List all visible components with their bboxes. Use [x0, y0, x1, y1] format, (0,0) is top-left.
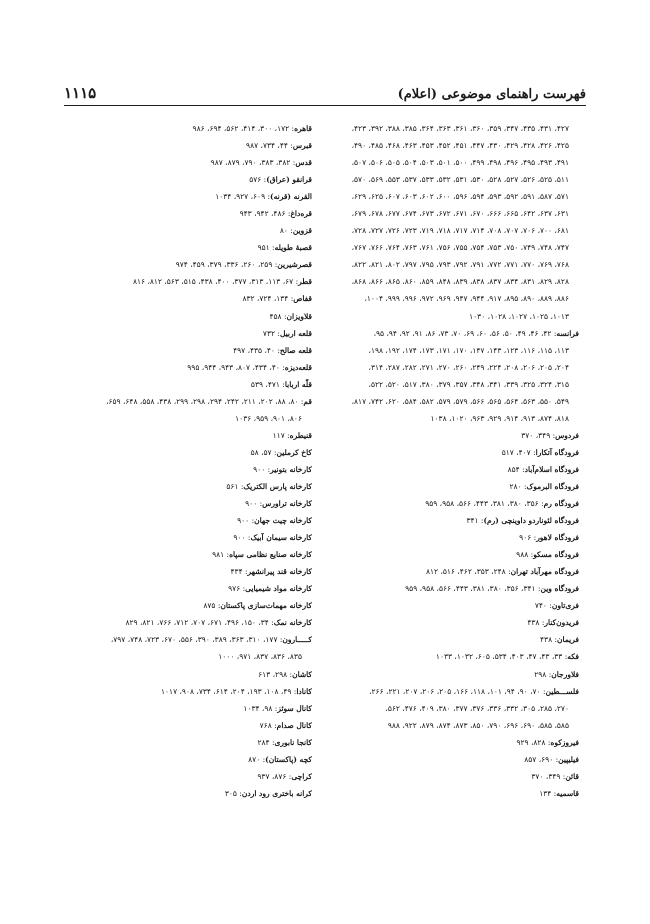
index-entry [329, 785, 579, 802]
running-title: فهرست راهنمای موضوعی (اعلام) [397, 87, 586, 102]
index-page-refs: : ۴۵۸ [269, 311, 287, 321]
index-term: کانال سوئز [277, 703, 312, 713]
index-entry [329, 768, 579, 785]
index-page-refs: : ۷۳۲ [262, 328, 280, 338]
index-term: کـــــارون [282, 635, 312, 645]
index-entry [65, 597, 312, 614]
index-entry [65, 768, 312, 785]
index-term: قلعه‌دیزه [284, 362, 312, 372]
index-term: کارخانه چیت جهان [254, 516, 312, 526]
index-term: قاسمیه [556, 788, 579, 798]
index-term: فرودگاه مهرآباد تهران [510, 567, 579, 577]
index-entry [65, 273, 312, 290]
index-term: قائن [565, 771, 579, 781]
index-term: کارخانه قند پیرانشهر [247, 567, 312, 577]
index-entry [329, 393, 579, 410]
index-term: فلاورجان [551, 669, 579, 679]
index-page-refs: : ۶۷، ۱۱۳، ۳۱۳، ۳۷۷، ۴۰۰، ۴۳۸، ۵۱۵، ۵۶۳، ۸۱۲، ۸۱۶ [132, 277, 299, 287]
index-page-refs: : ۶۹۰، ۸۵۷ [524, 754, 559, 764]
index-term: قلّه اربابا [284, 379, 312, 389]
index-page-refs: ۵۷۱، ۵۸۷، ۵۹۱، ۵۹۲، ۵۹۳، ۵۹۴، ۵۹۶، ۶۰۰، ۶۰۲، ۶۰۳، ۶۰۷، ۶۲۵، ۶۲۹، [351, 192, 569, 202]
index-page-refs: : ۳۸۲، ۳۸۳، ۷۹۰، ۸۷۹، ۹۸۷ [210, 158, 296, 168]
index-entry [65, 325, 312, 342]
index-term: فرودگاه مسکو [533, 550, 579, 560]
index-entry [65, 751, 312, 768]
index-entry [329, 546, 579, 563]
index-page-refs: : ۴۹، ۱۰۸، ۱۹۳، ۲۰۴، ۶۱۴، ۷۳۴، ۹۰۸، ۱۰۱۷ [160, 686, 297, 696]
index-term: فرودگاه البرموک [526, 481, 579, 491]
index-entry [329, 154, 579, 171]
index-term: فری‌تاون [551, 601, 579, 611]
index-page-refs: : ۸۷۵ [203, 601, 221, 611]
index-entry [329, 222, 579, 239]
index-page-refs: : ۴۷۱، ۵۳۹ [250, 379, 285, 389]
index-entry [329, 512, 579, 529]
index-entry [65, 308, 312, 325]
index-term: کانجا نابوری [274, 737, 312, 747]
index-term: فکه [567, 652, 579, 662]
index-page-refs: ۳۱۵، ۳۲۴، ۳۲۵، ۳۳۹، ۳۴۱، ۳۴۸، ۳۵۷، ۳۷۹، ۳۸۰، ۵۱۷، ۵۲۰، ۵۲۲، [368, 379, 569, 389]
index-page-refs: : ۳۴۱ [466, 516, 484, 526]
index-page-refs: : ۳۴۱، ۳۵۶، ۳۸۰، ۳۸۱، ۴۴۳، ۵۶۶، ۹۵۸، ۹۵۹ [405, 584, 541, 594]
index-page-refs: : ۴۲، ۴۶، ۴۹، ۵۰، ۵۶، ۶۰، ۶۹، ۷۰، ۷۳، ۸۶، ۹۱، ۹۲، ۹۴، ۹۵، [373, 328, 557, 338]
index-entry [329, 444, 579, 461]
index-term: قصرشیرین [277, 260, 312, 270]
index-page-refs: : ۹۸۸ [516, 550, 534, 560]
index-page-refs: : ۹۵۱ [257, 243, 275, 253]
index-entry [65, 444, 312, 461]
index-term: قرانقو (عراق) [266, 175, 312, 185]
index-term: کاخ کرملین [276, 447, 312, 457]
index-term: کانادا [296, 686, 312, 696]
index-term: فرودگاه لاهور [536, 533, 579, 543]
index-entry [329, 529, 579, 546]
index-page-refs: : ۷۰، ۹۰، ۹۴، ۱۰۱، ۱۱۸، ۱۶۶، ۲۰۵، ۲۰۶، ۲۰۷، ۲۲۱، ۲۶۶، [369, 686, 546, 696]
index-term: القرنه (قرنه) [270, 192, 312, 202]
index-entry [329, 359, 579, 376]
index-page-refs: ۴۲۵، ۴۲۶، ۴۲۸، ۴۲۹، ۴۳۰، ۴۴۷، ۴۵۱، ۴۵۲، ۴۵۳، ۴۶۳، ۴۶۸، ۴۸۵، ۴۹۰، [351, 141, 569, 151]
index-entry [329, 734, 579, 751]
index-page-refs: : ۴۸۶، ۹۴۲، ۹۴۳ [239, 209, 291, 219]
index-page-refs: ۶۳۱، ۶۳۷، ۶۴۲، ۶۶۵، ۶۶۶، ۶۷۰، ۶۷۱، ۶۷۲، ۶۷۳، ۶۷۴، ۶۷۷، ۶۷۸، ۶۷۹، [351, 209, 569, 219]
index-entry [329, 563, 579, 580]
index-entry [329, 376, 579, 393]
index-page-refs: : ۲۹۸، ۶۱۳ [258, 669, 293, 679]
index-entry [65, 734, 312, 751]
index-entry [65, 461, 312, 478]
index-term: کارخانه صنایع نظامی سپاه [229, 550, 312, 560]
index-entry [65, 410, 312, 427]
index-term: فرودگاه رم [543, 499, 579, 509]
index-term: فرانسه [556, 328, 579, 338]
index-page-refs: : ۴۳۸ [527, 618, 545, 628]
index-term: کچه (پاکستان) [265, 754, 312, 764]
index-entry [329, 580, 579, 597]
index-term: کرانه باختری رود اردن [241, 788, 312, 798]
index-page-refs: : ۴۳۴ [230, 567, 248, 577]
index-term: قبرس [292, 141, 312, 151]
index-entry [65, 512, 312, 529]
index-page-refs: : ۶۰۹، ۹۲۷، ۱۰۳۴ [215, 192, 271, 202]
index-term: فرودگاه آتکارا [535, 447, 579, 457]
index-term: قفاص [293, 294, 312, 304]
index-term: فرودگاه وین [540, 584, 579, 594]
index-term: قصبهٔ طویله [274, 243, 312, 253]
index-page-refs: : ۳۴۹، ۳۷۰ [521, 430, 556, 440]
index-entry [329, 683, 579, 700]
index-entry [329, 290, 579, 307]
index-term: فرودگاه اسلام‌آباد [524, 464, 579, 474]
index-page-refs: : ۱۳۴ [539, 788, 557, 798]
page-number: ۱۱۱۵ [64, 84, 97, 102]
index-page-refs: : ۹۰۰ [245, 499, 263, 509]
index-page-refs: ۱۱۳، ۱۱۵، ۱۱۶، ۱۲۳، ۱۴۳، ۱۴۷، ۱۷۰، ۱۷۱، ۱۷۳، ۱۷۴، ۱۹۲، ۱۹۸، [368, 345, 569, 355]
index-entry [329, 666, 579, 683]
index-column-left [65, 120, 312, 802]
index-term: فلســـطین [545, 686, 579, 696]
index-page-refs: : ۲۸۰ [509, 481, 527, 491]
index-term: کارخانه مهمات‌سازی پاکستان [220, 601, 312, 611]
index-entry [65, 580, 312, 597]
index-term: فرودگاه لئوناردو داوینچی (رم) [483, 516, 579, 526]
index-term: فریمان [557, 635, 579, 645]
index-page-refs: ۲۷۰، ۲۸۵، ۳۰۵، ۳۳۲، ۳۳۶، ۳۷۶، ۳۷۷، ۳۸۰، ۴۰۹، ۴۷۶، ۵۶۲، [385, 703, 569, 713]
index-page-refs: : ۳۴۹، ۳۷۰ [531, 771, 566, 781]
index-page-refs: : ۱۳۴، ۷۲۴، ۸۳۲ [242, 294, 294, 304]
index-page-refs: : ۲۴۸، ۳۵۳، ۴۶۲، ۵۱۶، ۸۱۲ [425, 567, 511, 577]
index-term: قطر [298, 277, 312, 287]
index-term: کارخانه مواد شیمیایی [245, 584, 312, 594]
index-entry [329, 188, 579, 205]
index-entry [65, 648, 312, 665]
index-entry [329, 137, 579, 154]
index-page-refs: ۴۲۷، ۴۳۱، ۴۳۵، ۳۴۷، ۳۵۹، ۳۶۰، ۳۶۱، ۳۶۳، ۳۶۴، ۳۸۵، ۳۸۸، ۳۹۲، ۴۲۳، [351, 124, 569, 133]
index-entry [65, 563, 312, 580]
index-page-refs: : ۵۶۱ [226, 481, 244, 491]
index-term: کارخانه تراورس [262, 499, 312, 509]
index-page-refs: : ۱۱۷ [272, 430, 290, 440]
index-page-refs: ۵۴۹، ۵۵۰، ۵۶۳، ۵۶۴، ۵۶۵، ۵۶۶، ۵۷۹، ۵۷۹، ۵۸۲، ۵۸۴، ۶۲۰، ۷۴۲، ۸۱۷، [351, 396, 569, 406]
index-page-refs: ۵۸۵، ۵۸۵، ۶۹۰، ۶۹۶، ۷۹۰، ۸۵۰، ۸۷۳، ۸۷۴، ۸۷۹، ۹۲۲، ۹۸۸ [387, 720, 569, 730]
index-page-refs: : ۴۰۷، ۵۱۷ [501, 447, 536, 457]
index-entry [65, 137, 312, 154]
index-page-refs: : ۳۴، ۱۵۰، ۴۹۶، ۶۷۱، ۷۰۷، ۷۱۲، ۷۶۶، ۸۲۱، ۸۲۹ [125, 618, 274, 628]
index-page-refs: ۸۱۸، ۸۷۴، ۹۱۳، ۹۱۴، ۹۲۹، ۹۶۳، ۱۰۲۰، ۱۰۳۸ [430, 413, 569, 423]
index-term: قزوین [292, 226, 312, 236]
index-entry [329, 273, 579, 290]
index-entry [65, 478, 312, 495]
index-term: فریدون‌کنار [544, 618, 579, 628]
index-entry [65, 683, 312, 700]
index-entry [65, 290, 312, 307]
page-header [64, 78, 586, 102]
index-page-refs: : ۳۰۵ [224, 788, 242, 798]
index-term: کارخانه نمک [273, 618, 312, 628]
index-entry [65, 666, 312, 683]
index-entry [65, 154, 312, 171]
index-page-refs: : ۷۶۸ [259, 720, 277, 730]
index-entry [65, 529, 312, 546]
index-entry [65, 785, 312, 802]
index-page-refs: : ۸۰، ۸۸، ۲۰۲، ۲۱۱، ۲۴۲، ۲۹۴، ۲۹۸، ۲۹۹، ۴۳۸، ۵۵۸، ۶۴۸، ۶۵۹، [106, 396, 304, 406]
index-page-refs: : ۳۳، ۴۳، ۴۷، ۴۰۳، ۵۳۴، ۶۰۵، ۱۰۳۲، ۱۰۳۳ [435, 652, 568, 662]
index-entry [65, 717, 312, 734]
index-page-refs: ۸۲۸، ۸۲۹، ۸۳۱، ۸۳۴، ۸۳۷، ۸۳۸، ۸۳۹، ۸۴۸، ۸۵۹، ۸۶۰، ۸۶۵، ۸۶۶، ۸۶۸، [351, 277, 569, 287]
index-page-refs: ۵۱۱، ۵۲۵، ۵۲۶، ۵۲۷، ۵۲۸، ۵۳۰، ۵۳۱، ۵۳۲، ۵۳۳، ۵۳۷، ۵۵۳، ۵۶۹، ۵۷۰، [351, 175, 569, 185]
index-page-refs: : ۴۰، ۴۳۴، ۸۰۷، ۹۴۳، ۹۴۴، ۹۹۵ [187, 362, 285, 372]
index-entry [65, 342, 312, 359]
index-entry [329, 478, 579, 495]
index-page-refs: : ۱۷۲، ۳۰۰، ۴۱۴، ۵۶۲، ۶۹۴، ۹۸۶ [192, 124, 295, 133]
index-page-refs: : ۸۷۶، ۹۳۷ [257, 771, 292, 781]
index-term: فیروزکوه [550, 737, 579, 747]
index-page-refs: ۶۸۱، ۷۰۰، ۷۰۶، ۷۰۷، ۷۰۸، ۷۱۴، ۷۱۷، ۷۱۸، ۷۱۹، ۷۲۳، ۷۲۶، ۷۲۷، ۷۲۸، [351, 226, 569, 236]
index-entry [329, 308, 579, 325]
index-page-refs: ۱۰۱۳، ۱۰۲۵، ۱۰۲۷، ۱۰۲۸، ۱۰۳۰ [469, 311, 569, 321]
index-page-refs: : ۹۷۶ [228, 584, 246, 594]
index-page-refs: : ۳۵۶، ۳۸۰، ۳۸۱، ۴۴۳، ۵۶۶، ۹۵۸، ۹۵۹ [425, 499, 544, 509]
index-term: قره‌داغ [290, 209, 312, 219]
index-entry [329, 717, 579, 734]
index-term: قاهره [294, 124, 312, 133]
index-page-refs: : ۹۸۱ [212, 550, 230, 560]
index-entry [65, 427, 312, 444]
index-entry [65, 393, 312, 410]
index-entry [329, 239, 579, 256]
index-page-refs: : ۸۵۴ [507, 464, 525, 474]
index-entry [65, 256, 312, 273]
index-entry [329, 342, 579, 359]
index-page-refs: : ۴۰، ۴۳۵، ۴۹۷ [233, 345, 280, 355]
index-entry [65, 614, 312, 631]
index-entry [329, 325, 579, 342]
index-entry [65, 631, 312, 648]
index-entry [65, 546, 312, 563]
index-page-refs: : ۲۸۴ [257, 737, 275, 747]
index-page-refs: : ۷۴۰ [534, 601, 552, 611]
index-entry [329, 120, 579, 137]
index-entry [65, 495, 312, 512]
index-page-refs: : ۹۰۰ [237, 516, 255, 526]
index-term: قلاویزان [286, 311, 312, 321]
index-entry [329, 495, 579, 512]
index-entry [65, 222, 312, 239]
index-page-refs: ۸۰۶، ۹۰۱، ۹۵۹، ۱۰۳۶ [235, 413, 302, 423]
index-page-refs: ۲۰۴، ۲۰۵، ۲۰۶، ۲۰۸، ۲۲۴، ۲۴۹، ۲۶۰، ۲۷۰، ۲۷۱، ۲۸۲، ۲۸۷، ۳۱۴، [368, 362, 569, 372]
index-page-refs: : ۵۷، ۵۸ [250, 447, 277, 457]
index-term: کارخانه سیمان آبیک [250, 533, 312, 543]
index-entry [65, 700, 312, 717]
index-page-refs: ۷۶۸، ۷۶۹، ۷۷۰، ۷۷۱، ۷۷۲، ۷۹۱، ۷۹۲، ۷۹۳، ۷۹۵، ۷۹۷، ۸۰۲، ۸۲۱، ۸۲۲، [351, 260, 569, 270]
index-entry [65, 359, 312, 376]
index-entry [329, 631, 579, 648]
index-term: فیلیپین [558, 754, 579, 764]
index-entry [329, 700, 579, 717]
index-page-refs: ۸۳۵، ۸۳۶، ۸۳۷، ۹۷۱، ۱۰۰۰ [218, 652, 302, 662]
index-page-refs: : ۴۳۸ [540, 635, 558, 645]
index-term: قنیطره [289, 430, 312, 440]
header-rule [64, 105, 586, 106]
index-page-refs: ۸۸۶، ۸۸۹، ۸۹۰، ۸۹۵، ۹۱۷، ۹۴۴، ۹۴۷، ۹۶۹، ۹۷۲، ۹۹۶، ۹۹۹، ۱۰۰۴، [364, 294, 569, 304]
index-entry [329, 427, 579, 444]
index-page-refs: : ۸۲۸، ۹۲۹ [516, 737, 551, 747]
index-term: قدس [295, 158, 312, 168]
index-term: کارخانه بتونیر [270, 464, 312, 474]
index-page-refs: ۴۹۱، ۴۹۳، ۴۹۵، ۴۹۶، ۴۹۸، ۴۹۹، ۵۰۰، ۵۰۱، ۵۰۳، ۵۰۴، ۵۰۵، ۵۰۶، ۵۰۷، [351, 158, 569, 168]
index-term: قلعه صالح [279, 345, 312, 355]
index-term: قلعه اربیل [279, 328, 312, 338]
index-entry [329, 614, 579, 631]
index-entry [65, 239, 312, 256]
index-page-refs: : ۱۷۷، ۳۱۰، ۳۶۳، ۳۸۹، ۳۹۰، ۵۵۶، ۶۷۰، ۷۲۳، ۷۴۸، ۷۹۷، [110, 635, 283, 645]
index-page-refs: : ۹۸، ۱۰۳۴ [243, 703, 278, 713]
index-entry [329, 461, 579, 478]
index-entry [329, 648, 579, 665]
index-entry [329, 256, 579, 273]
index-term: کراچی [291, 771, 312, 781]
index-page-refs: : ۹۰۰ [253, 464, 271, 474]
index-entry [65, 205, 312, 222]
index-entry [65, 376, 312, 393]
index-entry [329, 410, 579, 427]
index-term: کاشان [292, 669, 312, 679]
index-term: فردوس [555, 430, 579, 440]
index-term: قم [303, 396, 312, 406]
index-entry [329, 751, 579, 768]
index-page-refs: : ۸۰ [279, 226, 293, 236]
index-entry [329, 205, 579, 222]
index-entry [329, 597, 579, 614]
index-page-refs: : ۸۷۰ [248, 754, 266, 764]
index-entry [65, 188, 312, 205]
index-term: کانال صدام [276, 720, 312, 730]
index-column-right [329, 120, 579, 802]
index-entry [65, 120, 312, 137]
index-page-refs: : ۵۷۶ [249, 175, 267, 185]
index-entry [329, 171, 579, 188]
index-page-refs: : ۴۴، ۷۳۴، ۹۸۷ [246, 141, 293, 151]
index-page-refs: : ۹۰۰ [233, 533, 251, 543]
index-page-refs: : ۹۰۶ [519, 533, 537, 543]
index-entry [65, 171, 312, 188]
index-page-refs: ۷۴۷، ۷۴۸، ۷۴۹، ۷۵۰، ۷۵۳، ۷۵۴، ۷۵۵، ۷۵۶، ۷۶۱، ۷۶۳، ۷۶۴، ۷۶۶، ۷۶۷، [351, 243, 569, 253]
index-page-refs: : ۲۵۹، ۲۶۰، ۳۳۶، ۳۷۹، ۴۵۹، ۹۷۴ [175, 260, 278, 270]
index-term: کارخانه پارس الکتریک [243, 481, 312, 491]
index-page-refs: : ۲۹۸ [534, 669, 552, 679]
